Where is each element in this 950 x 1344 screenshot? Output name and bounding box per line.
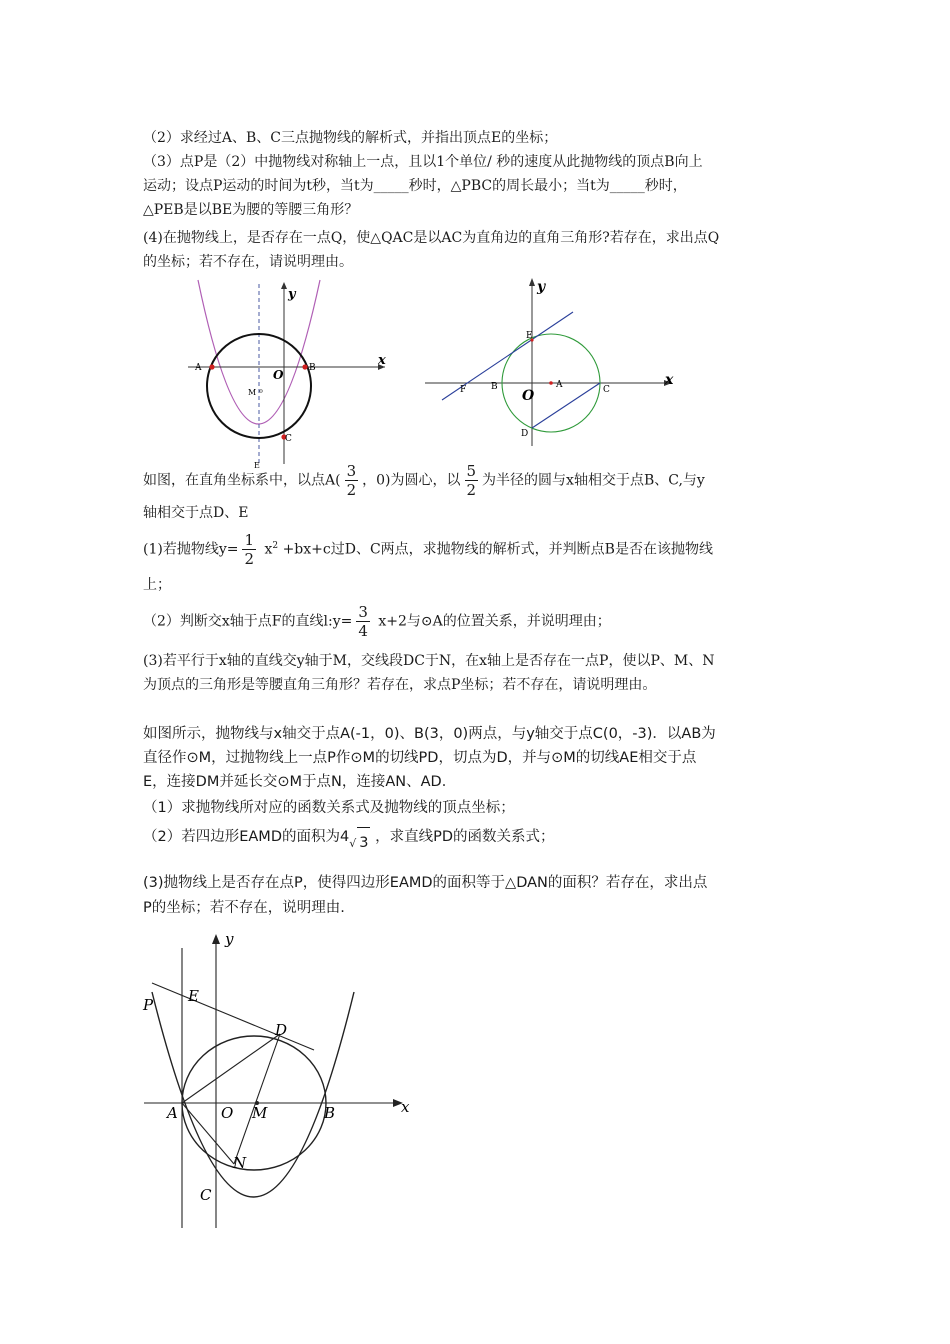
figure1-label-a: A bbox=[195, 363, 202, 373]
problem3-intro-line3: E，连接DM并延长交⊙M于点N，连接AN、AD． bbox=[143, 774, 457, 790]
figure3-label-d: D bbox=[275, 1021, 288, 1039]
figure1-point-b bbox=[302, 364, 307, 369]
figure1-label-b: B bbox=[309, 363, 316, 373]
problem2-intro-a: 如图，在直角坐标系中，以点A( bbox=[143, 472, 341, 489]
figure3-label-e: E bbox=[188, 987, 199, 1005]
figure3-label-x: x bbox=[401, 1098, 410, 1116]
problem3-q1: （1）求抛物线所对应的函数关系式及抛物线的顶点坐标； bbox=[143, 800, 515, 816]
fraction-numerator: 5 bbox=[466, 462, 477, 480]
problem1-q3-line1: （3）点P是（2）中抛物线对称轴上一点，且以1个单位/ 秒的速度从此抛物线的顶点B向上 bbox=[143, 154, 703, 170]
problem3-q2-a: （2）若四边形EAMD的面积为4 bbox=[143, 829, 350, 845]
figure3-parabola-circle bbox=[140, 928, 420, 1238]
figure1-circle-parabola bbox=[180, 278, 390, 470]
figure1-label-x: x bbox=[378, 353, 386, 368]
figure3-label-n: N bbox=[233, 1154, 247, 1172]
problem2-intro-b: ，0)为圆心，以 bbox=[362, 472, 461, 489]
figure1-label-o: O bbox=[273, 368, 284, 382]
problem1-q4-line1: (4)在抛物线上，是否存在一点Q，使△QAC是以AC为直角边的直角三角形?若存在，求出点Q bbox=[143, 230, 720, 246]
figure3-label-o: O bbox=[221, 1104, 234, 1122]
problem2-q1-line1 bbox=[143, 528, 813, 568]
fraction-numerator: 1 bbox=[244, 531, 255, 550]
figure3-label-m: M bbox=[252, 1104, 268, 1122]
figure2-point-a bbox=[549, 381, 553, 385]
problem2-radius-fraction bbox=[465, 462, 479, 499]
problem1-q3-line3: △PEB是以BE为腰的等腰三角形？ bbox=[143, 202, 359, 218]
figure2-label-c: C bbox=[603, 385, 610, 395]
problem2-center-fraction bbox=[345, 462, 359, 499]
fraction-denominator: 2 bbox=[244, 550, 255, 569]
problem2-intro-line2: 轴相交于点D、E bbox=[143, 505, 249, 521]
problem3-intro-line2: 直径作⊙M，过抛物线上一点P作⊙M的切线PD，切点为D，并与⊙M的切线AE相交于点 bbox=[143, 750, 697, 766]
figure2-line-dc bbox=[532, 383, 600, 428]
figure2-label-b: B bbox=[491, 382, 498, 392]
problem1-q3-line2: 运动；设点P运动的时间为t秒，当t为_____秒时，△PBC的周长最小；当t为_____秒时， bbox=[143, 178, 687, 194]
figure2-circle-lines bbox=[420, 274, 680, 450]
figure3-label-y: y bbox=[225, 930, 234, 948]
fraction-numerator: 3 bbox=[358, 603, 368, 621]
problem2-q2-b: x+2与⊙A的位置关系，并说明理由； bbox=[378, 613, 611, 630]
figure1-point-m bbox=[260, 390, 263, 393]
problem2-q1-c: +bx+c过D、C两点，求抛物线的解析式，并判断点B是否在该抛物线 bbox=[282, 541, 713, 558]
figure2-label-y: y bbox=[537, 279, 546, 295]
figure1-label-e: E bbox=[254, 461, 260, 470]
problem2-q1-exponent: 2 bbox=[272, 541, 279, 551]
problem2-q1-a: (1)若抛物线y= bbox=[143, 541, 239, 558]
problem2-q1-x: x bbox=[264, 541, 273, 558]
problem2-q3-line1: (3)若平行于x轴的直线交y轴于M，交线段DC于N，在x轴上是否存在一点P，使以P、M、N bbox=[143, 653, 715, 669]
figure3-tangent-pd bbox=[152, 983, 314, 1050]
problem3-q3-line1: (3)抛物线上是否存在点P，使得四边形EAMD的面积等于△DAN的面积？若存在，求出点 bbox=[143, 875, 708, 891]
figure2-label-d: D bbox=[521, 429, 529, 439]
figure3-label-c: C bbox=[200, 1186, 212, 1204]
figure2-label-f: F bbox=[460, 385, 467, 395]
problem2-q1-fraction bbox=[242, 531, 256, 568]
problem3-intro-line1: 如图所示，抛物线与x轴交于点A(-1，0)、B(3，0)两点，与y轴交于点C(0，-3)．以AB为 bbox=[143, 726, 716, 742]
figure3-label-p: P bbox=[143, 996, 154, 1014]
figure3-label-b: B bbox=[324, 1104, 336, 1122]
fraction-numerator: 3 bbox=[346, 462, 357, 480]
figure1-label-c: C bbox=[285, 434, 292, 444]
figure1-label-m: M bbox=[248, 388, 257, 397]
figure3-segment-ad bbox=[182, 1034, 280, 1103]
figure1-point-a bbox=[209, 364, 214, 369]
figure2-label-e: E bbox=[526, 331, 533, 341]
fraction-denominator: 2 bbox=[466, 481, 477, 499]
fraction-denominator: 4 bbox=[358, 622, 368, 640]
figure2-label-o: O bbox=[522, 388, 535, 404]
problem2-q2 bbox=[143, 603, 813, 640]
figure3-label-a: A bbox=[167, 1104, 178, 1122]
problem2-intro-line1 bbox=[143, 462, 813, 499]
figure2-label-x: x bbox=[665, 372, 674, 388]
problem3-q2-b: ，求直线PD的函数关系式； bbox=[375, 829, 555, 845]
problem2-q3-line2: 为顶点的三角形是等腰直角三角形？若存在，求点P坐标；若不存在，请说明理由。 bbox=[143, 677, 657, 693]
problem2-q2-fraction bbox=[356, 603, 370, 640]
figure1-label-y: y bbox=[288, 287, 296, 302]
problem2-intro-c: 为半径的圆与x轴相交于点B、C,与y bbox=[482, 472, 705, 489]
problem3-q3-line2: P的坐标；若不存在，说明理由. bbox=[143, 900, 345, 916]
fraction-denominator: 2 bbox=[346, 481, 357, 499]
problem3-q2-sqrt: 3 bbox=[357, 827, 370, 858]
problem3-q2: （2）若四边形EAMD的面积为$4_√$ 3 ，求直线PD的函数关系式； bbox=[143, 822, 813, 859]
problem1-q4-line2: 的坐标；若不存在，请说明理由。 bbox=[143, 254, 353, 270]
figure2-label-a: A bbox=[556, 380, 563, 390]
problem2-q2-a: （2）判断交x轴于点F的直线l:y= bbox=[143, 613, 353, 630]
figure3-segment-dn bbox=[234, 1034, 280, 1164]
problem1-q2: （2）求经过A、B、C三点抛物线的解析式，并指出顶点E的坐标； bbox=[143, 130, 558, 146]
problem2-q1-line2: 上； bbox=[143, 577, 171, 593]
